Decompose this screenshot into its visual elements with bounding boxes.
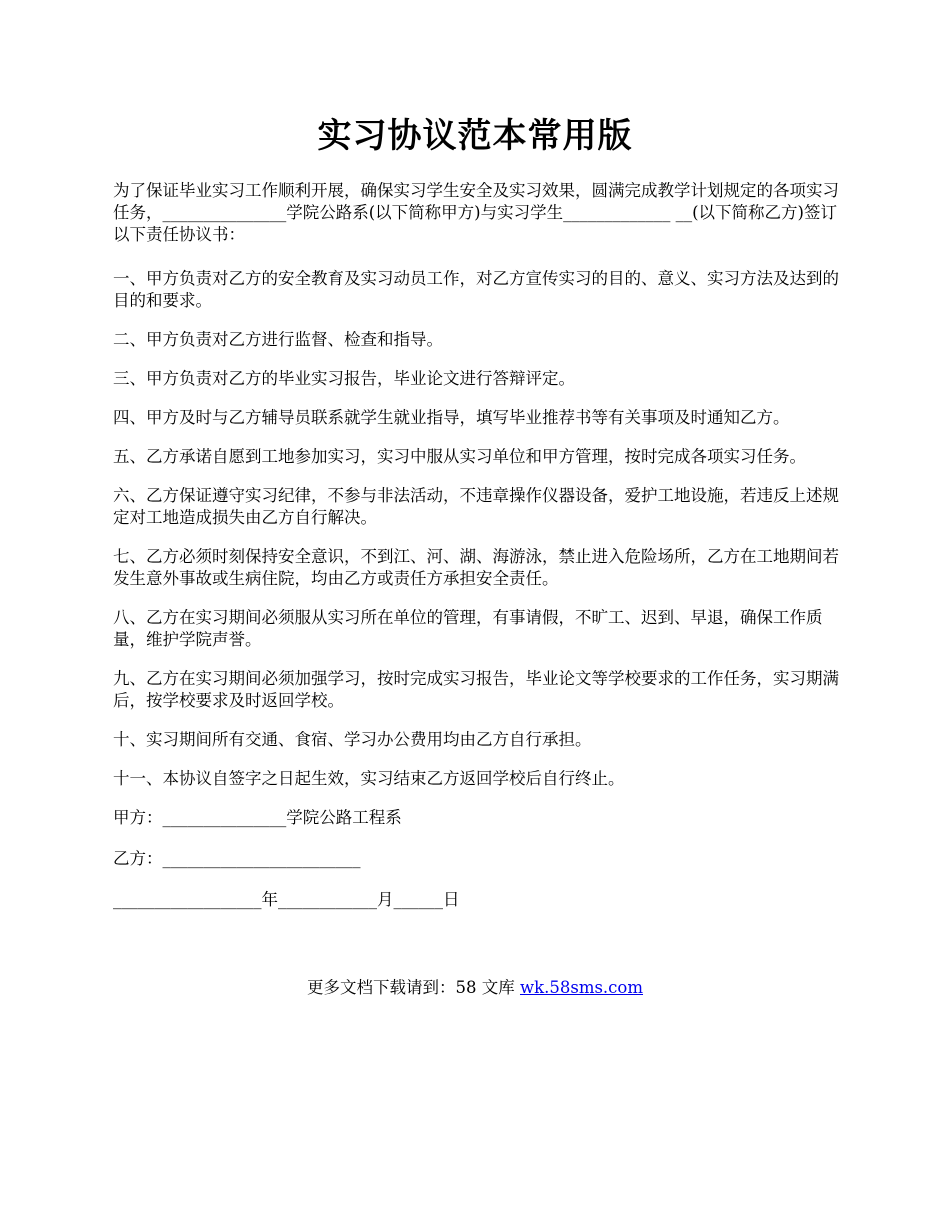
party-a-signature-line: 甲方：_______________学院公路工程系 <box>113 808 402 827</box>
clause-5: 五、乙方承诺自愿到工地参加实习，实习中服从实习单位和甲方管理，按时完成各项实习任务。 <box>113 447 806 466</box>
footer-link[interactable]: wk.58sms.com <box>519 978 643 997</box>
clause-2: 二、甲方负责对乙方进行监督、检查和指导。 <box>113 330 443 349</box>
document-title: 实习协议范本常用版 <box>317 116 633 156</box>
document-body <box>113 180 853 930</box>
clause-6: 六、乙方保证遵守实习纪律，不参与非法活动，不违章操作仪器设备，爱护工地设施，若违反上述规定对工地造成损失由乙方自行解决。 <box>113 486 839 527</box>
clause-9: 九、乙方在实习期间必须加强学习，按时完成实习报告，毕业论文等学校要求的工作任务，实习期满后，按学校要求及时返回学校。 <box>113 669 839 710</box>
intro-paragraph: 为了保证毕业实习工作顺利开展，确保实习学生安全及实习效果，圆满完成教学计划规定的各项实习任务，_______________学院公路系(以下简称甲方)与实习学生_____________ __(以下简称乙方)签订以下责任协议书： <box>113 181 839 244</box>
clause-8: 八、乙方在实习期间必须服从实习所在单位的管理，有事请假，不旷工、迟到、早退，确保工作质量，维护学院声誉。 <box>113 608 823 649</box>
clause-11: 十一、本协议自签字之日起生效，实习结束乙方返回学校后自行终止。 <box>113 769 625 788</box>
clause-7: 七、乙方必须时刻保持安全意识，不到江、河、湖、海游泳，禁止进入危险场所，乙方在工地期间若发生意外事故或生病住院，均由乙方或责任方承担安全责任。 <box>113 547 839 588</box>
clause-4: 四、甲方及时与乙方辅导员联系就学生就业指导，填写毕业推荐书等有关事项及时通知乙方。 <box>113 408 790 427</box>
clause-10: 十、实习期间所有交通、食宿、学习办公费用均由乙方自行承担。 <box>113 730 592 749</box>
date-line: __________________年____________月______日 <box>113 890 460 909</box>
footer <box>0 976 950 1000</box>
party-b-signature-line: 乙方：________________________ <box>113 849 361 868</box>
footer-text: 更多文档下载请到：58 文库 <box>306 978 520 997</box>
clause-1: 一、甲方负责对乙方的安全教育及实习动员工作，对乙方宣传实习的目的、意义、实习方法及达到的目的和要求。 <box>113 269 839 310</box>
clause-3: 三、甲方负责对乙方的毕业实习报告，毕业论文进行答辩评定。 <box>113 369 575 388</box>
